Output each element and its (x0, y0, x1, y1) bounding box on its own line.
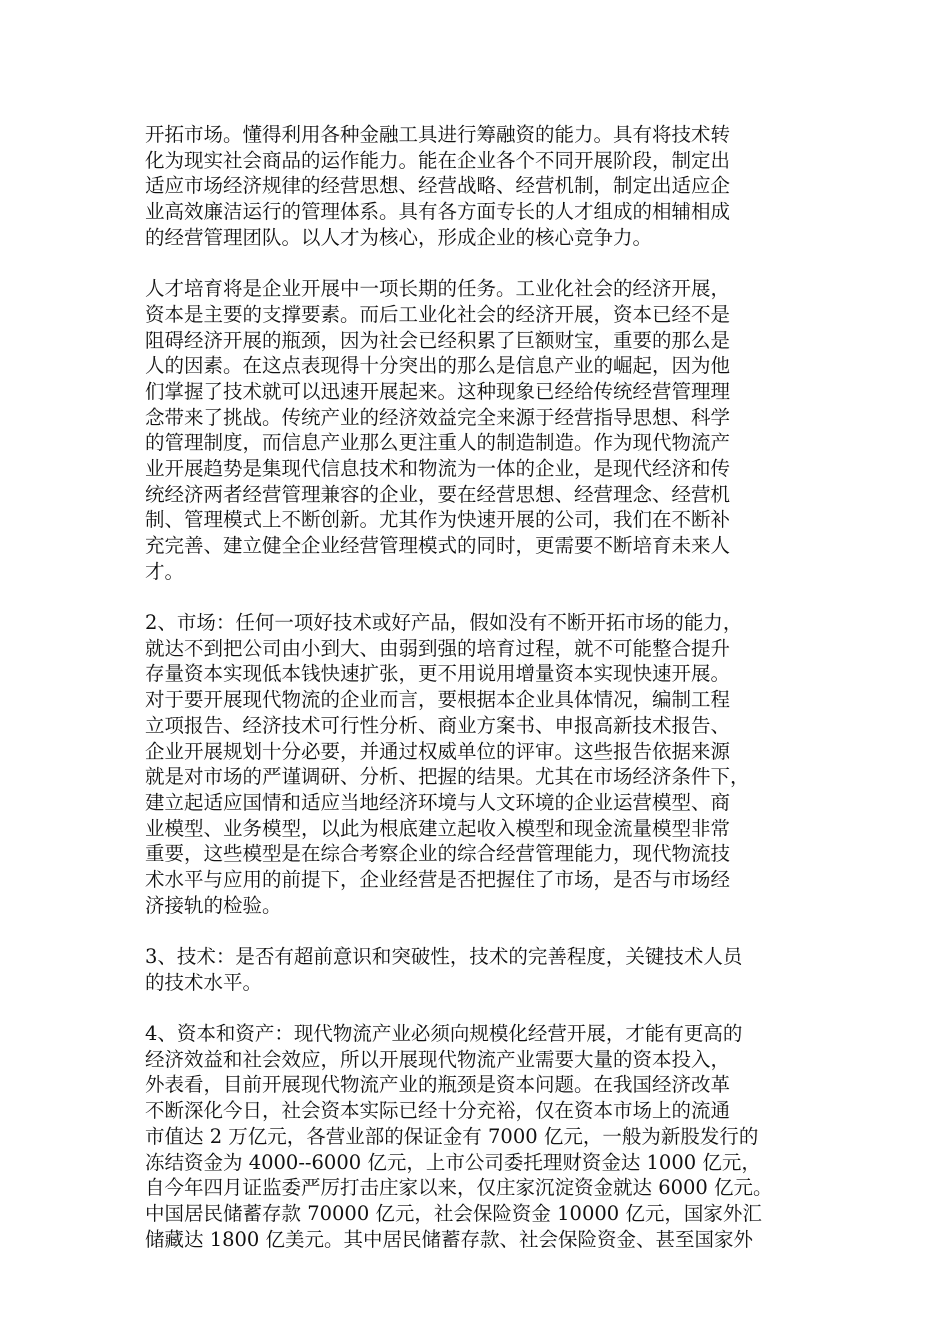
text-line: 术水平与应用的前提下，企业经营是否把握住了市场，是否与市场经 (145, 867, 731, 891)
text-line: 业开展趋势是集现代信息技术和物流为一体的企业，是现代经济和传 (145, 456, 731, 480)
text-line: 企业开展规划十分必要，并通过权威单位的评审。这些报告依据来源 (145, 739, 731, 763)
text-line: 们掌握了技术就可以迅速开展起来。这种现象已经给传统经营管理理 (145, 379, 731, 403)
text-line: 冻结资金为 4000--6000 亿元，上市公司委托理财资金达 1000 亿元， (145, 1150, 761, 1174)
text-line: 建立起适应国情和适应当地经济环境与人文环境的企业运营模型、商 (145, 790, 731, 814)
text-line: 外表看，目前开展现代物流产业的瓶颈是资本问题。在我国经济改革 (145, 1073, 731, 1097)
text-line: 3、技术：是否有超前意识和突破性，技术的完善程度，关键技术人员 (145, 945, 743, 968)
paragraph-talent-capability (145, 122, 845, 250)
text-line: 自今年四月证监委严厉打击庄家以来，仅庄家沉淀资金就达 6000 亿元。 (145, 1176, 773, 1200)
text-line: 济接轨的检验。 (145, 893, 282, 917)
text-line: 化为现实社会商品的运作能力。能在企业各个不同开展阶段，制定出 (145, 148, 731, 172)
text-line: 充完善、建立健全企业经营管理模式的同时，更需要不断培育未来人 (145, 534, 731, 557)
text-line: 经济效益和社会效应，所以开展现代物流产业需要大量的资本投入， (145, 1047, 731, 1071)
text-line: 阻碍经济开展的瓶颈，因为社会已经积累了巨额财宝，重要的那么是 (145, 328, 731, 352)
text-line: 储藏达 1800 亿美元。其中居民储蓄存款、社会保险资金、甚至国家外 (145, 1227, 754, 1251)
text-line: 念带来了挑战。传统产业的经济效益完全来源于经营指导思想、科学 (145, 405, 731, 429)
document-body (145, 122, 845, 1278)
text-line: 统经济两者经营管理兼容的企业，要在经营思想、经营理念、经营机 (145, 482, 731, 506)
text-line: 人的因素。在这点表现得十分突出的那么是信息产业的崛起，因为他 (145, 354, 731, 378)
text-line: 开拓市场。懂得利用各种金融工具进行筹融资的能力。具有将技术转 (145, 123, 731, 146)
text-line: 的经营管理团队。以人才为核心，形成企业的核心竞争力。 (145, 225, 653, 249)
text-line: 的管理制度，而信息产业那么更注重人的制造制造。作为现代物流产 (145, 431, 731, 455)
text-line: 4、资本和资产：现代物流产业必须向规模化经营开展，才能有更高的 (145, 1022, 743, 1046)
text-line: 存量资本实现低本钱快速扩张，更不用说用增量资本实现快速开展。 (145, 662, 731, 686)
text-line: 就达不到把公司由小到大、由弱到强的培育过程，就不可能整合提升 (145, 636, 731, 660)
text-line: 就是对市场的严谨调研、分析、把握的结果。尤其在市场经济条件下， (145, 765, 750, 789)
text-line: 不断深化今日，社会资本实际已经十分充裕，仅在资本市场上的流通 (145, 1099, 731, 1123)
text-line: 的技术水平。 (145, 970, 263, 994)
text-line: 制、管理模式上不断创新。尤其作为快速开展的公司，我们在不断补 (145, 508, 731, 532)
text-line: 2、市场：任何一项好技术或好产品，假如没有不断开拓市场的能力， (145, 611, 743, 635)
text-line: 适应市场经济规律的经营思想、经营战略、经营机制，制定出适应企 (145, 174, 731, 198)
text-line: 市值达 2 万亿元，各营业部的保证金有 7000 亿元，一般为新股发行的 (145, 1124, 759, 1148)
text-line: 重要，这些模型是在综合考察企业的综合经营管理能力，现代物流技 (145, 842, 731, 866)
paragraph-capital-assets (145, 1021, 845, 1252)
text-line: 中国居民储蓄存款 70000 亿元，社会保险资金 10000 亿元，国家外汇 (145, 1201, 762, 1225)
paragraph-talent-cultivation (145, 276, 845, 584)
text-line: 资本是主要的支撑要素。而后工业化社会的经济开展，资本已经不是 (145, 302, 731, 326)
text-line: 立项报告、经济技术可行性分析、商业方案书、申报高新技术报告、 (145, 713, 731, 737)
text-line: 业高效廉洁运行的管理体系。具有各方面专长的人才组成的相辅相成 (145, 200, 731, 224)
paragraph-technology (145, 944, 845, 995)
paragraph-market (145, 610, 845, 918)
text-line: 才。 (145, 559, 185, 583)
text-line: 对于要开展现代物流的企业而言，要根据本企业具体情况，编制工程 (145, 688, 731, 712)
text-line: 人才培育将是企业开展中一项长期的任务。工业化社会的经济开展， (145, 277, 731, 301)
text-line: 业模型、业务模型，以此为根底建立起收入模型和现金流量模型非常 (145, 816, 731, 840)
